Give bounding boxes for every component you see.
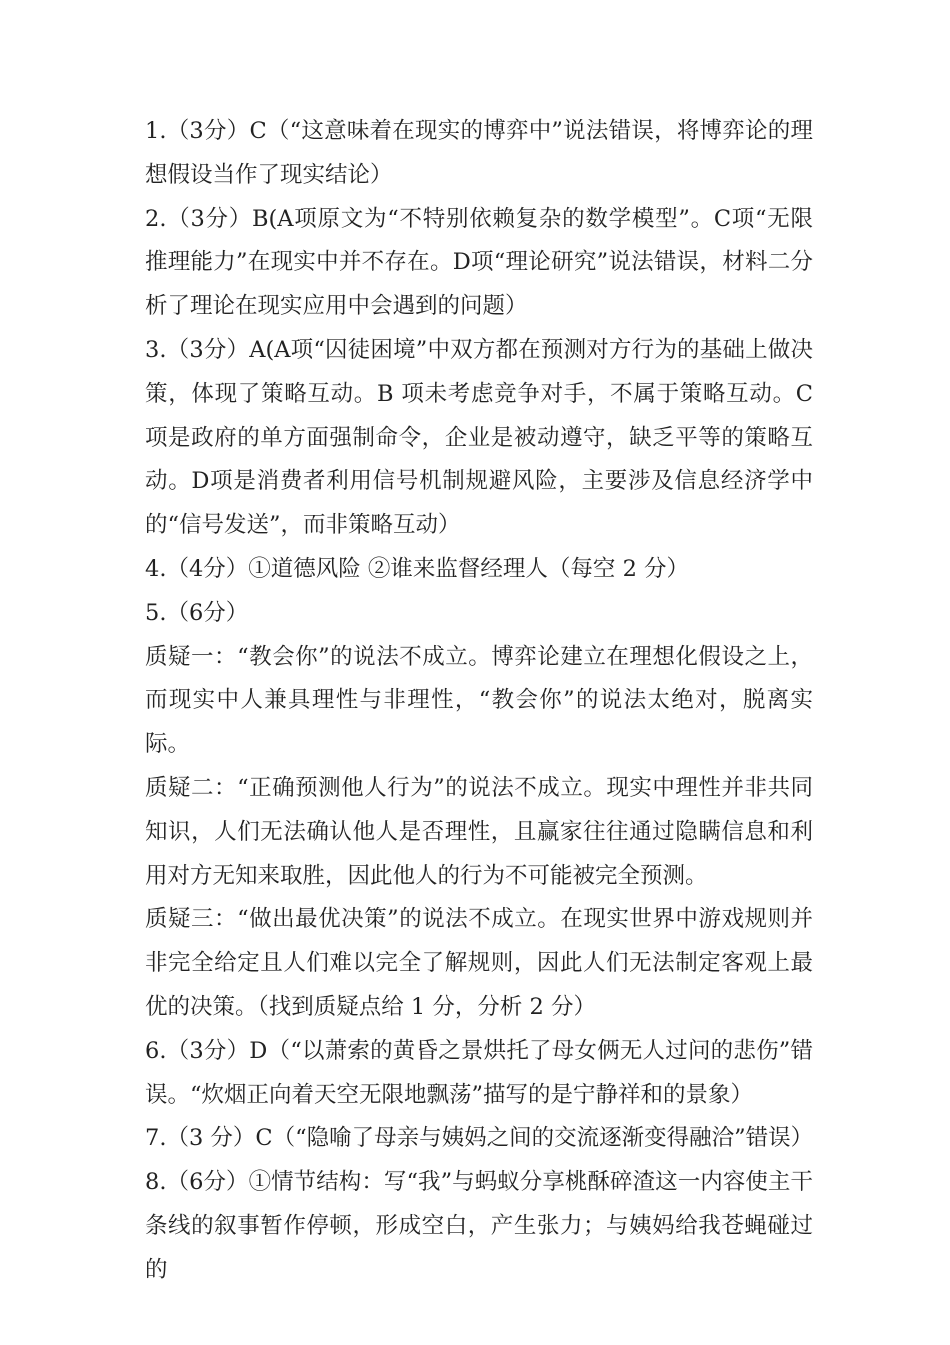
answer-item-2: 2.（3分）B(A项原文为“不特别依赖复杂的数学模型”。C项“无限推理能力”在现实中并不存在。D项“理论研究”说法错误，材料二分析了理论在现实应用中会遇到的问题） xyxy=(145,205,813,320)
answer-item-5-doubt-1: 质疑一：“教会你”的说法不成立。博弈论建立在理想化假设之上，而现实中人兼具理性与非理性，“教会你”的说法太绝对，脱离实际。 xyxy=(145,643,813,758)
answer-item-5-doubt-3: 质疑三：“做出最优决策”的说法不成立。在现实世界中游戏规则并非完全给定且人们难以完全了解规则，因此人们无法制定客观上最优的决策。（找到质疑点给 1 分，分析 2 分） xyxy=(145,906,813,1020)
answer-item-5-header: 5.（6分） xyxy=(145,599,249,626)
answer-item-3: 3.（3分）A(A项“囚徒困境”中双方都在预测对方行为的基础上做决策，体现了策略互动。B 项未考虑竞争对手，不属于策略互动。C项是政府的单方面强制命令，企业是被动遵守，缺乏平等的策略互动。D项是消费者利用信号机制规避风险，主要涉及信息经济学中的“信号发送”，而非策略互动） xyxy=(145,336,813,539)
answer-item-1: 1.（3分）C（“这意味着在现实的博弈中”说法错误，将博弈论的理想假设当作了现实结论） xyxy=(145,118,813,188)
answer-key-text xyxy=(145,110,813,1293)
answer-item-4: 4.（4分）①道德风险 ②谁来监督经理人（每空 2 分） xyxy=(145,555,690,582)
answer-item-8: 8.（6分）①情节结构：写“我”与蚂蚁分享桃酥碎渣这一内容使主干条线的叙事暂作停顿，形成空白，产生张力；与姨妈给我苍蝇碰过的 xyxy=(145,1169,813,1283)
answer-item-6: 6.（3分）D（“以萧索的黄昏之景烘托了母女俩无人过问的悲伤”错误。“炊烟正向着天空无限地飘荡”描写的是宁静祥和的景象） xyxy=(145,1037,813,1108)
answer-item-7: 7.（3 分）C（“隐喻了母亲与姨妈之间的交流逐渐变得融洽”错误） xyxy=(145,1125,814,1152)
answer-item-5-doubt-2: 质疑二：“正确预测他人行为”的说法不成立。现实中理性并非共同知识，人们无法确认他人是否理性，且赢家往往通过隐瞒信息和利用对方无知来取胜，因此他人的行为不可能被完全预测。 xyxy=(145,774,813,889)
